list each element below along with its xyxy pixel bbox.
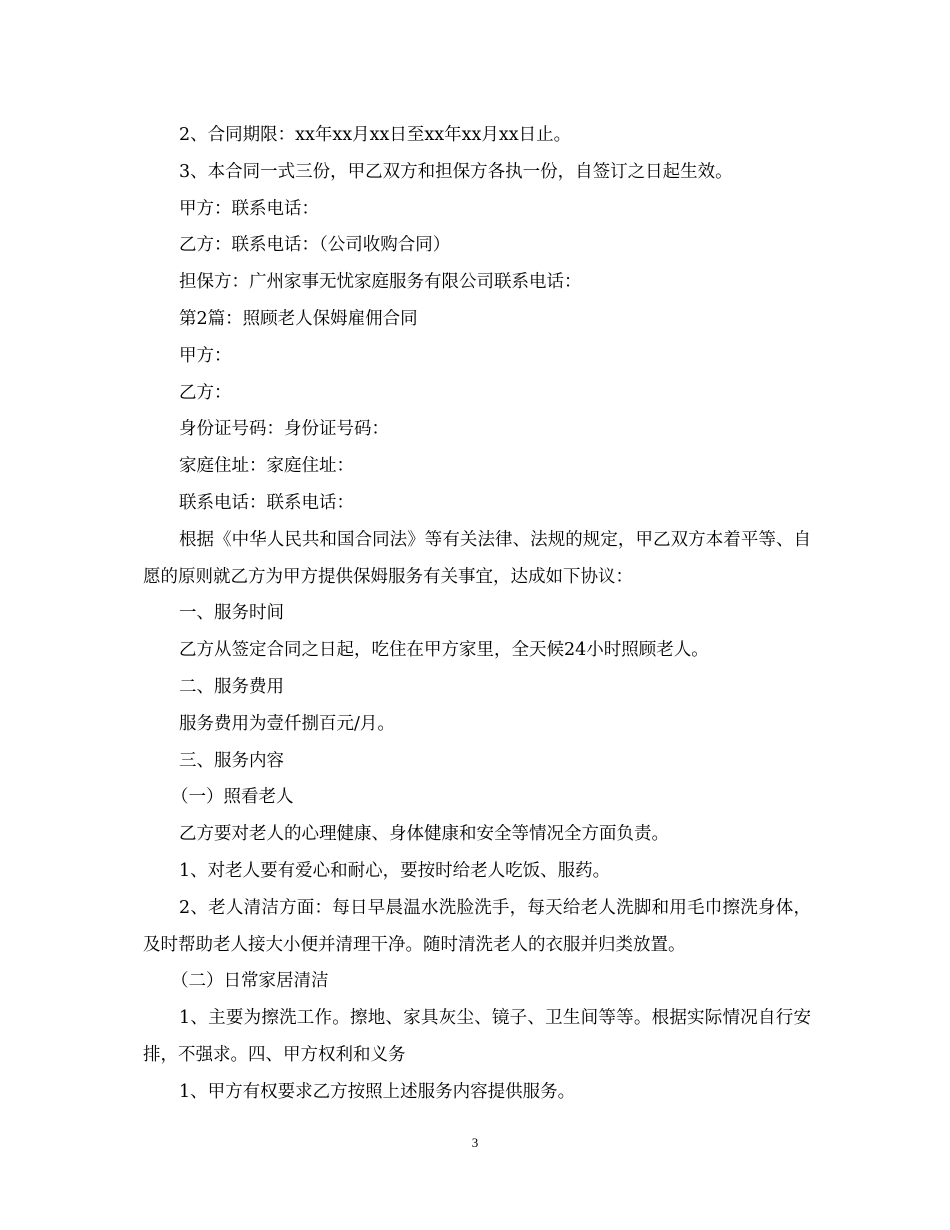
- copies-clause-line: 3、本合同一式三份，甲乙双方和担保方各执一份，自签订之日起生效。: [179, 161, 733, 182]
- service-time-text: 乙方从签定合同之日起，吃住在甲方家里，全天候24小时照顾老人。: [179, 640, 709, 661]
- preamble-paragraph: 根据《中华人民共和国合同法》等有关法律、法规的规定，甲乙双方本着平等、自愿的原则就乙方为甲方提供保姆服务有关事宜，达成如下协议：: [143, 529, 811, 587]
- party-a-line: 甲方：: [179, 345, 232, 366]
- heading-service-fee: 二、服务费用: [179, 676, 284, 697]
- party-b-line: 乙方：: [179, 382, 232, 403]
- phone-line: 联系电话：联系电话：: [179, 492, 354, 513]
- housekeeping-item-1: 1、主要为擦洗工作。擦地、家具灰尘、镜子、卫生间等等。根据实际情况自行安排，不强求。四、甲方权利和义务: [143, 1008, 811, 1065]
- heading-service-content: 三、服务内容: [179, 750, 284, 771]
- section-title: 第2篇：照顾老人保姆雇佣合同: [179, 308, 418, 329]
- home-address-line: 家庭住址：家庭住址：: [179, 456, 354, 477]
- heading-service-time: 一、服务时间: [179, 603, 284, 624]
- elder-care-item-1: 1、对老人要有爱心和耐心，要按时给老人吃饭、服药。: [179, 860, 611, 881]
- document-body: [143, 117, 811, 1111]
- guarantor-line: 担保方：广州家事无忧家庭服务有限公司联系电话：: [179, 272, 582, 293]
- party-a-contact-line: 甲方：联系电话：: [179, 198, 319, 219]
- elder-care-item-2: 2、老人清洁方面：每日早晨温水洗脸洗手，每天给老人洗脚和用毛巾擦洗身体，及时帮助老人接大小便并清理干净。随时清洗老人的衣服并归类放置。: [143, 897, 811, 955]
- contract-term-line: 2、合同期限：xx年xx月xx日至xx年xx月xx日止。: [179, 125, 572, 145]
- elder-care-responsibility: 乙方要对老人的心理健康、身体健康和安全等情况全方面负责。: [179, 824, 669, 845]
- id-number-line: 身份证号码：身份证号码：: [179, 419, 389, 440]
- service-fee-text: 服务费用为壹仟捌百元/月。: [179, 713, 395, 734]
- page-number: 3: [471, 1135, 479, 1150]
- party-b-contact-line: 乙方：联系电话：（公司收购合同）: [179, 235, 451, 256]
- party-a-rights-item-1: 1、甲方有权要求乙方按照上述服务内容提供服务。: [179, 1081, 576, 1102]
- subheading-elder-care: （一）照看老人: [171, 787, 294, 808]
- subheading-housekeeping: （二）日常家居清洁: [171, 971, 329, 992]
